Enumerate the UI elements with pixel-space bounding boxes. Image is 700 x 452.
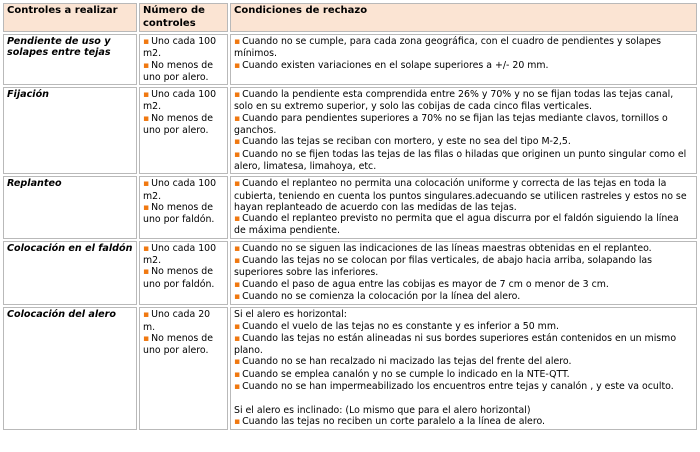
table-row: [3, 241, 697, 305]
bullet-icon: ▪: [143, 37, 150, 47]
count-text: No menos de uno por faldón.: [143, 266, 215, 290]
bullet-icon: ▪: [143, 267, 150, 278]
condition-item: [234, 356, 693, 368]
condition-item: [234, 60, 693, 72]
bullet-icon: ▪: [234, 256, 241, 267]
rejection-conditions: [230, 176, 697, 238]
control-count: [139, 176, 228, 238]
bullet-icon: ▪: [234, 416, 241, 427]
condition-text: Cuando el paso de agua entre las cobijas es mayor de 7 cm o menor de 3 cm.: [242, 278, 609, 290]
condition-text: Cuando el replanteo previsto no permita que el agua discurra por el faldón siguiendo la línea de máxima pendiente.: [234, 213, 679, 237]
count-text: Uno cada 100 m2.: [143, 242, 217, 267]
bullet-icon: ▪: [234, 137, 241, 148]
count-item: [143, 36, 224, 60]
condition-text: Cuando para pendientes superiores a 70% no se fijan las tejas mediante clavos, tornillos o ganchos.: [234, 112, 668, 137]
bullet-icon: ▪: [234, 243, 241, 254]
condition-item: [234, 113, 693, 137]
table-row: [3, 176, 697, 238]
count-text: No menos de uno por alero.: [143, 112, 213, 137]
condition-text: Cuando se emplea canalón y no se cumple lo indicado en la NTE-QTT.: [242, 368, 570, 380]
header-controles: Controles a realizar: [3, 3, 137, 32]
condition-item: [234, 321, 693, 333]
condition-item: [234, 213, 693, 237]
count-text: No menos de uno por alero.: [143, 332, 213, 357]
condition-text: Cuando no se comienza la colocación por la línea del alero.: [242, 290, 521, 302]
condition-text: Cuando no se han impermeabilizado los encuentros entre tejas y canalón , y este va oculto.: [242, 381, 674, 393]
condition-item: [234, 381, 693, 393]
count-item: [143, 60, 224, 84]
control-name: Pendiente de uso y solapes entre tejas: [3, 34, 137, 85]
bullet-icon: ▪: [234, 357, 241, 368]
count-item: [143, 89, 224, 113]
header-condiciones: Condiciones de rechazo: [230, 3, 697, 32]
condition-text: Cuando no se siguen las indicaciones de las líneas maestras obtenidas en el replanteo.: [242, 242, 652, 254]
bullet-icon: ▪: [234, 149, 241, 160]
bullet-icon: ▪: [234, 321, 241, 332]
bullet-icon: ▪: [234, 37, 241, 47]
count-text: No menos de uno por faldón.: [143, 201, 215, 226]
bullet-icon: ▪: [234, 214, 241, 225]
bullet-icon: ▪: [143, 60, 150, 71]
table-row: [3, 34, 697, 85]
control-count: [139, 241, 228, 305]
table-row: [3, 87, 697, 174]
bullet-icon: ▪: [234, 333, 241, 344]
count-item: [143, 202, 224, 226]
condition-text: Cuando las tejas no están alineadas ni sus bordes superiores están contenidos en un mismo plano.: [234, 332, 677, 357]
condition-text: Si el alero es inclinado: (Lo mismo que para el alero horizontal): [234, 404, 531, 416]
control-name: Fijación: [3, 87, 137, 174]
condition-item: [234, 279, 693, 291]
control-name: Replanteo: [3, 176, 137, 238]
condition-text: Cuando no se han recalzado ni macizado las tejas del frente del alero.: [242, 356, 572, 368]
condition-item: [234, 255, 693, 279]
condition-text: Cuando no se cumple, para cada zona geográfica, con el cuadro de pendientes y solapes mínimos.: [234, 36, 662, 60]
bullet-icon: ▪: [143, 243, 150, 254]
condition-text: Cuando las tejas no reciben un corte paralelo a la línea de alero.: [242, 415, 546, 427]
count-text: Uno cada 20 m.: [143, 309, 211, 333]
bullet-icon: ▪: [143, 333, 150, 344]
spacer: [234, 393, 693, 404]
condition-text: Cuando existen variaciones en el solape superiores a +/- 20 mm.: [242, 59, 549, 71]
condition-item: [234, 36, 693, 60]
count-item: [143, 333, 224, 357]
header-row: [3, 3, 697, 32]
count-text: Uno cada 100 m2.: [143, 89, 217, 113]
count-item: [143, 113, 224, 137]
condition-heading: [234, 309, 693, 320]
bullet-icon: ▪: [143, 90, 150, 101]
condition-text: Cuando las tejas se reciban con mortero, y este no sea del tipo M-2,5.: [242, 136, 571, 148]
table-row: [3, 307, 697, 430]
count-text: No menos de uno por alero.: [143, 59, 213, 83]
bullet-icon: ▪: [143, 113, 150, 124]
rejection-conditions: [230, 241, 697, 305]
count-text: Uno cada 100 m2.: [143, 178, 217, 202]
condition-item: [234, 416, 693, 428]
controls-table: [1, 1, 699, 432]
condition-item: [234, 178, 693, 213]
condition-item: [234, 243, 693, 255]
control-count: [139, 307, 228, 430]
bullet-icon: ▪: [143, 202, 150, 213]
condition-text: Cuando la pendiente esta comprendida entre 26% y 70% y no se fijan todas las tejas canal, solo en su extremo superior, y solo las cobijas de cada cinco filas verticales.: [234, 89, 674, 113]
bullet-icon: ▪: [234, 90, 241, 101]
count-item: [143, 266, 224, 290]
condition-item: [234, 89, 693, 113]
bullet-icon: ▪: [234, 291, 241, 302]
rejection-conditions: [230, 87, 697, 174]
control-count: [139, 87, 228, 174]
condition-item: [234, 291, 693, 303]
bullet-icon: ▪: [234, 279, 241, 290]
condition-text: Cuando el vuelo de las tejas no es constante y es inferior a 50 mm.: [242, 320, 559, 332]
count-item: [143, 178, 224, 202]
bullet-icon: ▪: [234, 60, 241, 71]
bullet-icon: ▪: [234, 369, 241, 380]
count-item: [143, 309, 224, 333]
bullet-icon: ▪: [234, 113, 241, 124]
bullet-icon: ▪: [234, 179, 241, 190]
condition-item: [234, 333, 693, 357]
rejection-conditions: [230, 34, 697, 85]
bullet-icon: ▪: [234, 382, 241, 393]
count-text: Uno cada 100 m2.: [143, 36, 217, 60]
count-item: [143, 243, 224, 267]
condition-item: [234, 136, 693, 148]
condition-text: Cuando el replanteo no permita una colocación uniforme y correcta de las tejas en toda la cubierta, teniendo en cuenta los puntos singulares.adecuando se utilicen rastreles y estos no se hayan replanteado de acuerdo con las medidas de las tejas.: [234, 178, 687, 213]
control-name: Colocación en el faldón: [3, 241, 137, 305]
control-name: Colocación del alero: [3, 307, 137, 430]
condition-text: Si el alero es horizontal:: [234, 309, 347, 321]
condition-item: [234, 149, 693, 173]
condition-text: Cuando las tejas no se colocan por filas verticales, de abajo hacia arriba, solapando las superiores sobre las inferiores.: [234, 255, 653, 279]
bullet-icon: ▪: [143, 310, 150, 321]
control-count: [139, 34, 228, 85]
bullet-icon: ▪: [143, 179, 150, 190]
header-numero: Número de controles: [139, 3, 228, 32]
rejection-conditions: [230, 307, 697, 430]
condition-heading: [234, 405, 693, 416]
condition-item: [234, 369, 693, 381]
table-body: [3, 34, 697, 430]
condition-text: Cuando no se fijen todas las tejas de las filas o hiladas que originen un punto singular como el alero, limatesa, limahoya, etc.: [234, 148, 687, 172]
